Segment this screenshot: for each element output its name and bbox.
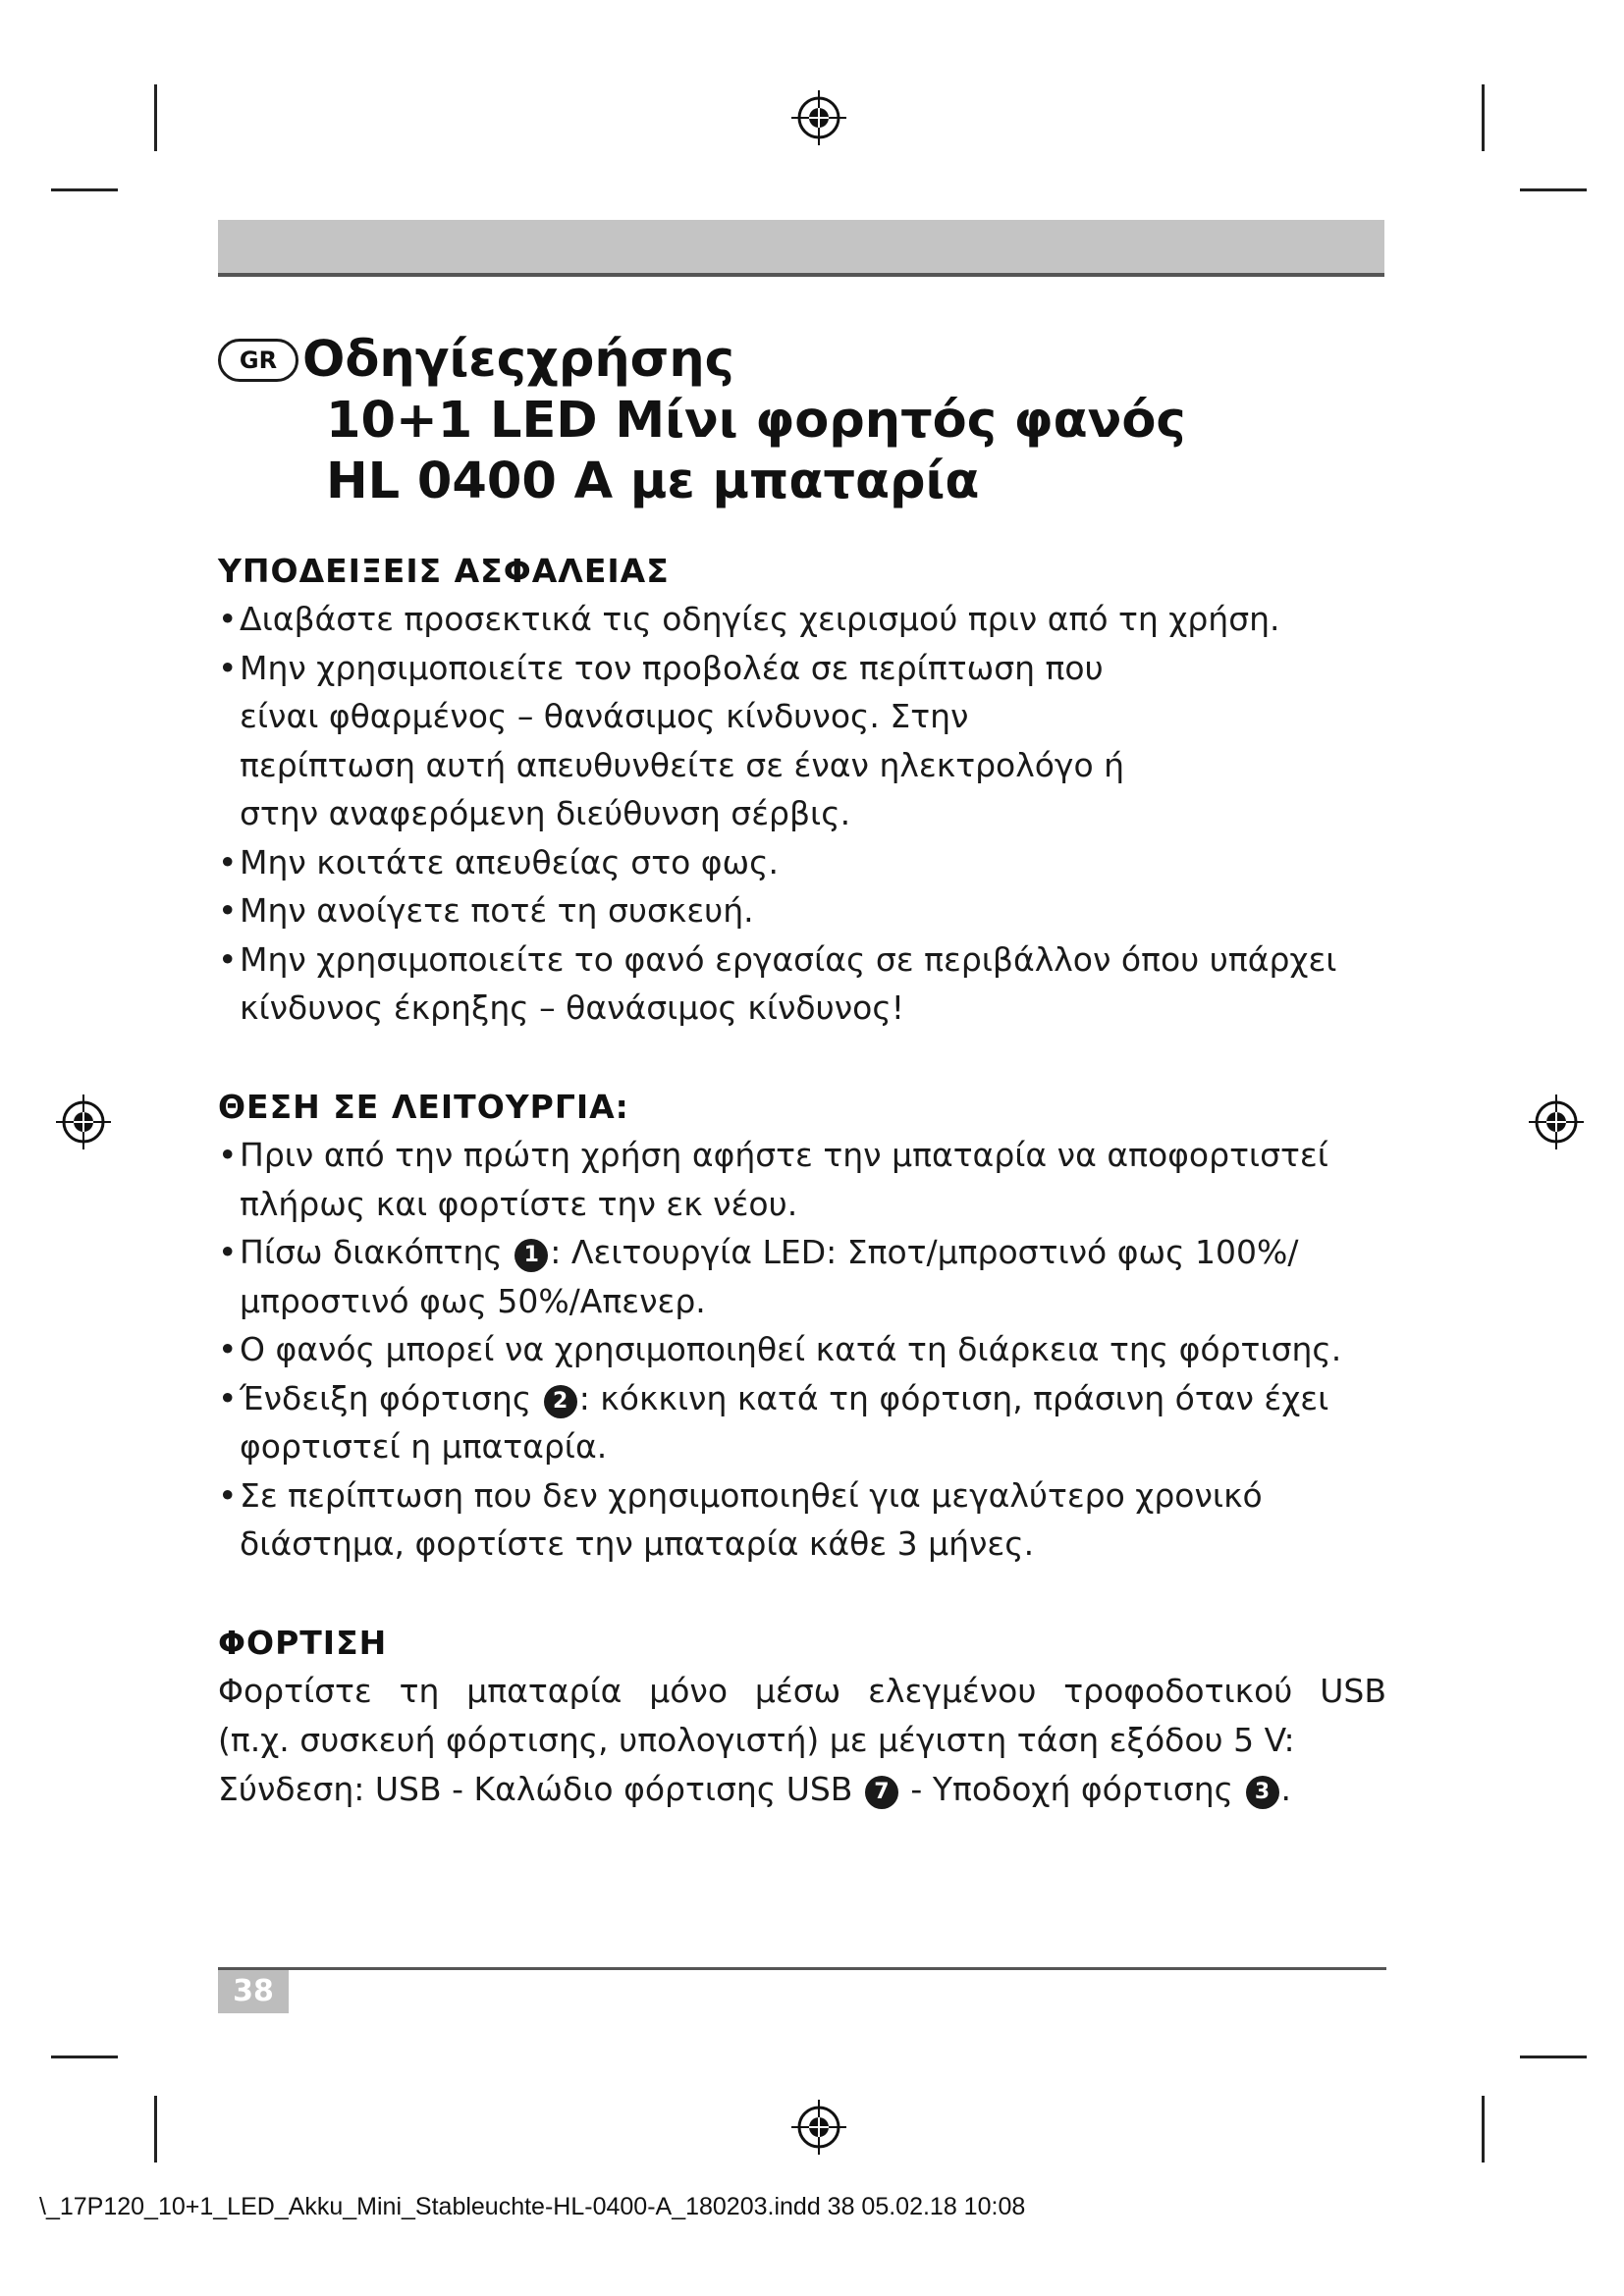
title-text-1: Οδηγίεςχρήσης (302, 331, 734, 389)
operation-heading: ΘΕΣΗ ΣΕ ΛΕΙΤΟΥΡΓΙΑ: (218, 1088, 629, 1126)
item-text: Πίσω διακόπτης (240, 1233, 503, 1271)
crop-mark-top-right-horizontal (1520, 188, 1587, 191)
list-item: • Μην χρησιμοποιείτε τον προβολέα σε περίπτωση που είναι φθαρμένος – θανάσιμος κίνδυνος. Στην περίπτωση αυτή απευθυνθείτε σε έναν ηλεκτρολόγο ή στην αναφερόμενη διεύθυνση σέρβις. (218, 644, 1386, 838)
operation-list (218, 1131, 1386, 1569)
list-item: • Μην κοιτάτε απευθείας στο φως. (218, 838, 1386, 887)
item-text: - Υποδοχή φόρτισης (899, 1770, 1234, 1808)
item-text: . (1280, 1770, 1292, 1808)
safety-list (218, 595, 1386, 1033)
registration-mark-icon-top (789, 88, 848, 147)
footer-rule (218, 1967, 1386, 1970)
list-item: • Διαβάστε προσεκτικά τις οδηγίες χειρισμού πριν από τη χρήση. (218, 595, 1386, 644)
safety-section (218, 548, 1386, 1033)
crop-mark-top-right-vertical (1482, 84, 1485, 151)
charging-heading: ΦΟΡΤΙΣΗ (218, 1624, 388, 1662)
title-line-2: 10+1 LED Μίνι φορητός φανός (326, 392, 1186, 450)
item-text: Ένδειξη φόρτισης (240, 1378, 532, 1417)
list-item: • Ο φανός μπορεί να χρησιμοποιηθεί κατά τη διάρκεια της φόρτισης. (218, 1325, 1386, 1374)
charging-line-3 (218, 1765, 1386, 1814)
callout-number: 2 (544, 1385, 577, 1418)
crop-mark-bottom-left-vertical (154, 2096, 157, 2163)
crop-mark-top-left-horizontal (51, 188, 118, 191)
callout-number: 7 (865, 1776, 898, 1809)
crop-mark-bottom-right-vertical (1482, 2096, 1485, 2163)
callout-number: 1 (514, 1239, 548, 1272)
crop-mark-bottom-right-horizontal (1520, 2056, 1587, 2058)
registration-mark-icon-left (54, 1093, 113, 1151)
crop-mark-top-left-vertical (154, 84, 157, 151)
crop-mark-bottom-left-horizontal (51, 2056, 118, 2058)
list-item: • Πριν από την πρώτη χρήση αφήστε την μπαταρία να αποφορτιστεί πλήρως και φορτίστε την εκ νέου. (218, 1131, 1386, 1228)
item-text: Σύνδεση: USB - Καλώδιο φόρτισης USB (218, 1770, 853, 1808)
list-item: • Μην χρησιμοποιείτε το φανό εργασίας σε περιβάλλον όπου υπάρχει κίνδυνος έκρηξης – θανάσιμος κίνδυνος! (218, 935, 1386, 1033)
charging-line-1: Φορτίστε τη μπαταρία μόνο μέσω ελεγμένου τροφοδοτικού USB (218, 1672, 1386, 1710)
registration-mark-icon-bottom (789, 2098, 848, 2157)
title-line-1 (218, 330, 1386, 391)
list-item: • Μην ανοίγετε ποτέ τη συσκευή. (218, 886, 1386, 935)
item-text: : κόκκινη κατά τη φόρτιση, πράσινη όταν έχει φορτιστεί η μπαταρία. (240, 1378, 1329, 1466)
list-item: • Σε περίπτωση που δεν χρησιμοποιηθεί για μεγαλύτερο χρονικό διάστημα, φορτίστε την μπαταρία κάθε 3 μήνες. (218, 1471, 1386, 1569)
title-line-3: HL 0400 A με μπαταρία (326, 453, 980, 510)
header-bar (218, 220, 1384, 277)
registration-mark-icon-right (1527, 1093, 1586, 1151)
list-item (218, 1374, 1386, 1471)
page-number: 38 (218, 1970, 289, 2013)
charging-line-2: (π.χ. συσκευή φόρτισης, υπολογιστή) με μέγιστη τάση εξόδου 5 V: (218, 1721, 1295, 1759)
callout-number: 3 (1246, 1776, 1279, 1809)
print-slug: \_17P120_10+1_LED_Akku_Mini_Stableuchte-HL-0400-A_180203.indd 38 05.02.18 10:08 (39, 2193, 1026, 2220)
list-item (218, 1228, 1386, 1325)
language-badge: GR (218, 339, 298, 382)
item-text: : Λειτουργία LED: Σποτ/μπροστινό φως 100%/ μπροστινό φως 50%/Απενερ. (240, 1233, 1299, 1320)
charging-section (218, 1620, 1386, 1814)
operation-section (218, 1084, 1386, 1569)
document-title (218, 330, 1386, 512)
safety-heading: ΥΠΟΔΕΙΞΕΙΣ ΑΣΦΑΛΕΙΑΣ (218, 552, 670, 590)
